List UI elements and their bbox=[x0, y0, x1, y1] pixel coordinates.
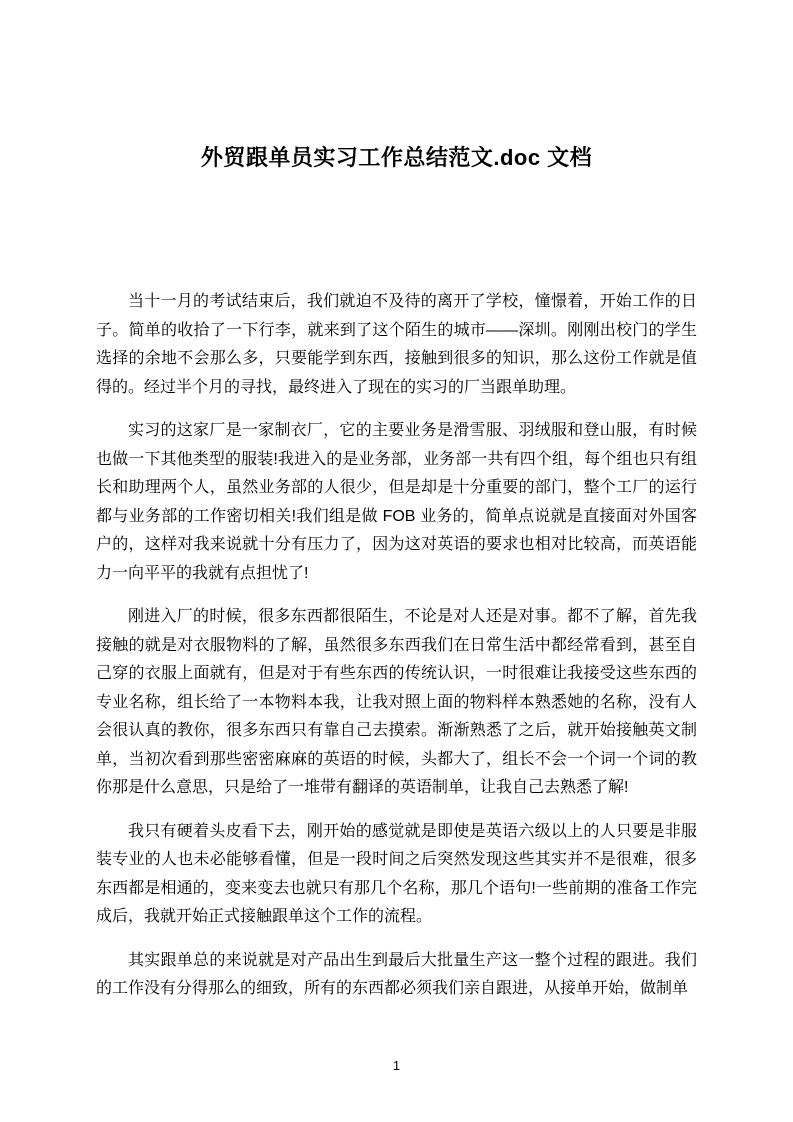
document-body bbox=[96, 288, 697, 1019]
document-title: 外贸跟单员实习工作总结范文.doc 文档 bbox=[200, 145, 593, 170]
paragraph-2: 实习的这家厂是一家制衣厂，它的主要业务是滑雪服、羽绒服和登山服，有时候也做一下其他类型的服装!我进入的是业务部，业务部一共有四个组，每个组也只有组长和助理两个人，虽然业务部的人很少，但是却是十分重要的部门，整个工厂的运行都与业务部的工作密切相关!我们组是做 FOB 业务的，简单点说就是直接面对外国客户的，这样对我来说就十分有压力了，因为这对英语的要求也相对比较高，而英语能力一向平平的我就有点担忧了! bbox=[96, 422, 697, 582]
paragraph-4: 我只有硬着头皮看下去，刚开始的感觉就是即使是英语六级以上的人只要是非服装专业的人也未必能够看懂，但是一段时间之后突然发现这些其实并不是很难，很多东西都是相通的，变来变去也就只有那几个名称，那几个语句!一些前期的准备工作完成后，我就开始正式接触跟单这个工作的流程。 bbox=[96, 822, 697, 925]
page-number: 1 bbox=[392, 1058, 401, 1073]
paragraph-1: 当十一月的考试结束后，我们就迫不及待的离开了学校，憧憬着，开始工作的日子。简单的收拾了一下行李，就来到了这个陌生的城市——深圳。刚刚出校门的学生选择的余地不会那么多，只要能学到东西，接触到很多的知识，那么这份工作就是值得的。经过半个月的寻找，最终进入了现在的实习的厂当跟单助理。 bbox=[96, 293, 697, 396]
paragraph-5: 其实跟单总的来说就是对产品出生到最后大批量生产这一整个过程的跟进。我们的工作没有分得那么的细致，所有的东西都必须我们亲自跟进，从接单开始，做制单 bbox=[96, 951, 697, 997]
paragraph-3: 刚进入厂的时候，很多东西都很陌生，不论是对人还是对事。都不了解，首先我接触的就是对衣服物料的了解，虽然很多东西我们在日常生活中都经常看到，甚至自己穿的衣服上面就有，但是对于有些东西的传统认识，一时很难让我接受这些东西的专业名称，组长给了一本物料本我，让我对照上面的物料样本熟悉她的名称，没有人会很认真的教你，很多东西只有靠自己去摸索。渐渐熟悉了之后，就开始接触英文制单，当初次看到那些密密麻麻的英语的时候，头都大了，组长不会一个词一个词的教你那是什么意思，只是给了一堆带有翻译的英语制单，让我自己去熟悉了解! bbox=[96, 608, 697, 796]
